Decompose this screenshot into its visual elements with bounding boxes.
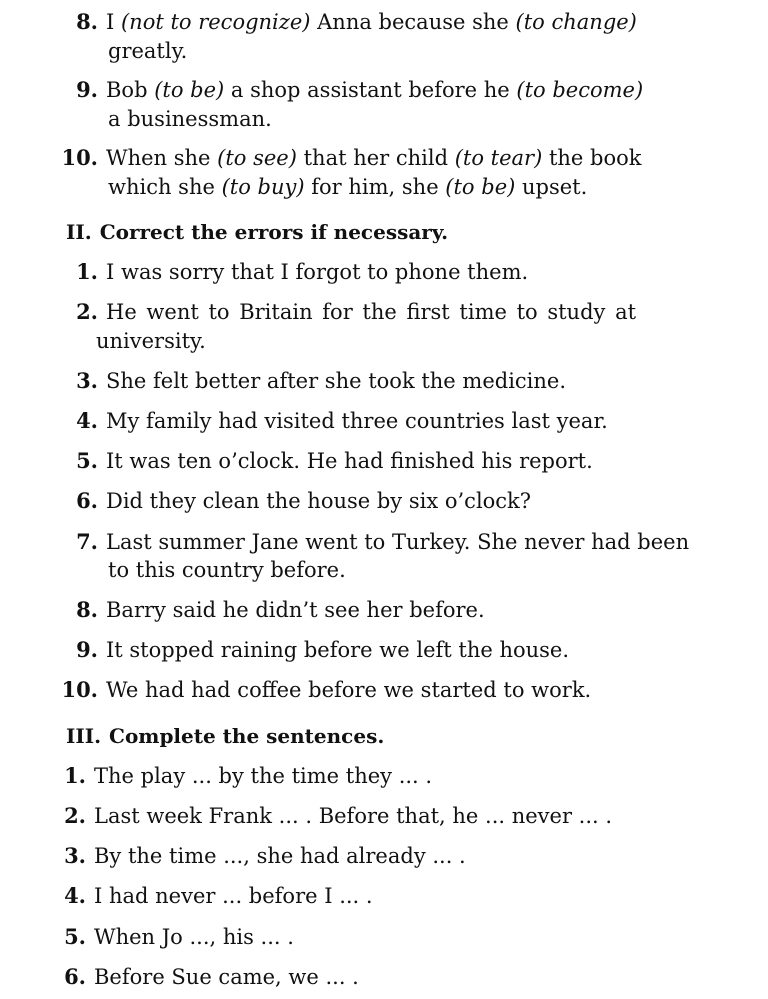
item-text: Before Sue came, we ... . (94, 965, 359, 989)
sentence-fragment: Anna because she (310, 10, 516, 34)
item-text: When Jo ..., his ... . (94, 925, 294, 949)
sentence-fragment: that her child (296, 146, 455, 170)
sentence-fragment: the book (542, 146, 642, 170)
verb-hint: (to become) (516, 78, 644, 102)
exercise-III-item-5 (0, 923, 294, 951)
exercise-I-item-8-continuation (108, 37, 187, 65)
sentence-fragment: Bob (106, 78, 155, 102)
exercise-II-item-6 (0, 487, 531, 515)
verb-hint: (to be) (154, 78, 225, 102)
item-text: He went to Britain for the first time to study at (106, 300, 637, 324)
item-number: 8. (76, 597, 98, 622)
exercise-II-item-3 (0, 367, 566, 395)
verb-hint: (to see) (217, 146, 297, 170)
item-text: We had had coffee before we started to work. (106, 678, 592, 702)
item-text: The play ... by the time they ... . (94, 764, 433, 788)
exercise-I-item-10-continuation (108, 173, 587, 201)
exercise-III-item-4 (0, 882, 373, 910)
item-number: 10. (61, 677, 98, 702)
item-text: I had never ... before I ... . (94, 884, 373, 908)
exercise-II-item-2-continuation: university. (96, 329, 206, 353)
item-number: 7. (76, 529, 98, 554)
item-number: 8. (76, 9, 98, 34)
verb-hint: (to tear) (454, 146, 543, 170)
item-number: 5. (76, 448, 98, 473)
sentence-fragment: for him, she (304, 175, 446, 199)
item-number: 4. (64, 883, 86, 908)
item-text: Did they clean the house by six o’clock? (106, 489, 532, 513)
exercise-III-item-6 (0, 963, 359, 991)
item-number: 3. (76, 368, 98, 393)
item-text: I was sorry that I forgot to phone them. (106, 260, 529, 284)
item-number: 6. (76, 488, 98, 513)
verb-hint: (to buy) (221, 175, 305, 199)
item-text: It stopped raining before we left the house. (106, 638, 570, 662)
section-III-heading (66, 722, 384, 750)
section-III-number: III. (66, 724, 102, 748)
exercise-II-item-7 (0, 528, 689, 556)
item-text: Last summer Jane went to Turkey. She never had been (106, 530, 690, 554)
sentence-fragment: which she (108, 175, 222, 199)
item-number: 9. (76, 637, 98, 662)
item-number: 9. (76, 77, 98, 102)
item-text: By the time ..., she had already ... . (94, 844, 466, 868)
item-number: 1. (76, 259, 98, 284)
item-number: 6. (64, 964, 86, 989)
exercise-II-item-9 (0, 636, 569, 664)
verb-hint: (to change) (515, 10, 637, 34)
exercise-I-item-10 (0, 144, 642, 172)
section-II-heading (66, 218, 448, 246)
sentence-fragment: upset. (515, 175, 588, 199)
item-text: Barry said he didn’t see her before. (106, 598, 485, 622)
exercise-II-item-8 (0, 596, 485, 624)
sentence-fragment: a businessman. (108, 107, 272, 131)
exercise-II-item-5 (0, 447, 593, 475)
section-III-title: Complete the sentences. (109, 724, 385, 748)
exercise-III-item-1 (0, 762, 432, 790)
item-text: She felt better after she took the medicine. (106, 369, 567, 393)
item-number: 4. (76, 408, 98, 433)
item-number: 5. (64, 924, 86, 949)
item-text: My family had visited three countries last year. (106, 409, 608, 433)
sentence-fragment: When she (106, 146, 218, 170)
item-text (106, 76, 643, 104)
verb-hint: (to be) (445, 175, 516, 199)
section-II-number: II. (66, 220, 92, 244)
item-number: 1. (64, 763, 86, 788)
item-number: 2. (76, 299, 98, 324)
item-text: Last week Frank ... . Before that, he ... never ... . (94, 804, 613, 828)
item-text: It was ten o’clock. He had finished his report. (106, 449, 593, 473)
exercise-II-item-1 (0, 258, 528, 286)
exercise-II-item-2 (0, 298, 636, 326)
exercise-I-item-9 (0, 76, 643, 104)
section-II-title: Correct the errors if necessary. (99, 220, 449, 244)
exercise-I-item-9-continuation (108, 105, 272, 133)
exercise-II-item-10 (0, 676, 591, 704)
exercise-I-item-8 (0, 8, 637, 36)
exercise-II-item-7-continuation: to this country before. (108, 558, 346, 582)
item-number: 3. (64, 843, 86, 868)
sentence-fragment: I (106, 10, 121, 34)
item-text (106, 8, 637, 36)
item-number: 2. (64, 803, 86, 828)
exercise-III-item-3 (0, 842, 466, 870)
sentence-fragment: a shop assistant before he (224, 78, 517, 102)
sentence-fragment: greatly. (108, 39, 188, 63)
exercise-II-item-4 (0, 407, 608, 435)
item-text (106, 144, 642, 172)
item-number: 10. (61, 145, 98, 170)
verb-hint: (not to recognize) (120, 10, 311, 34)
exercise-III-item-2 (0, 802, 612, 830)
